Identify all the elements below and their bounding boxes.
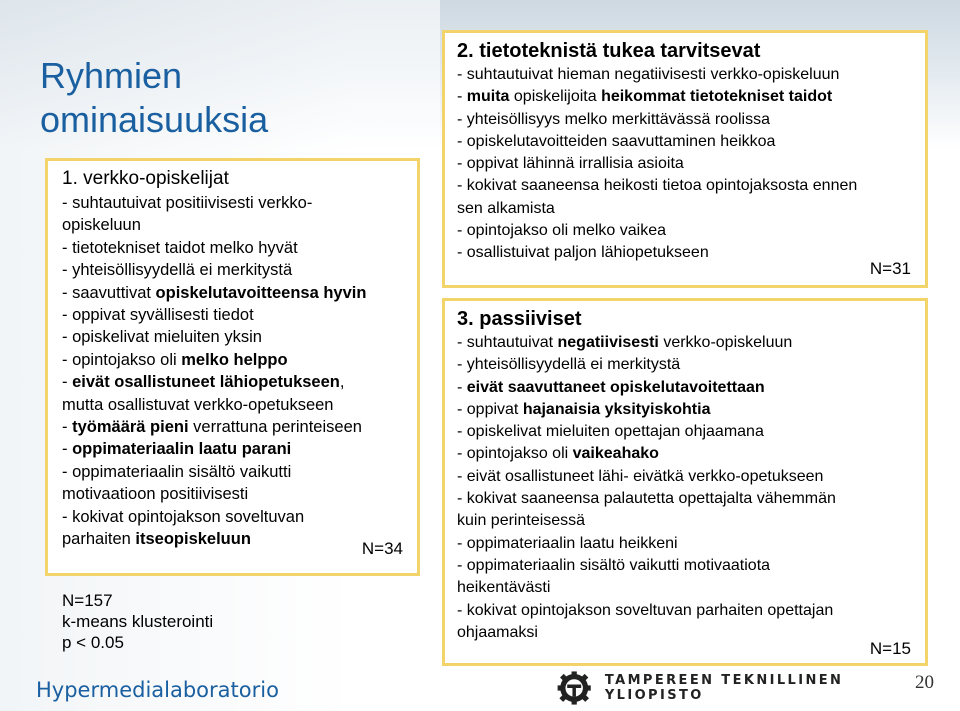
group1-lines: [62, 192, 403, 551]
group3-box: [442, 298, 928, 666]
university-logo-block: [555, 668, 905, 708]
text-line: parhaiten itseopiskeluun: [62, 530, 251, 549]
text-line: - opintojakso oli melko vaikea: [457, 222, 666, 240]
text-line: - eivät saavuttaneet opiskelutavoitettaan: [457, 378, 765, 396]
text-line: - opiskelivat mieluiten yksin: [62, 328, 262, 347]
text-line: - kokivat saaneensa palautetta opettajalta vähemmän: [457, 490, 836, 508]
text-line: - oppivat hajanaisia yksityiskohtia: [457, 400, 711, 418]
group2-lines: [457, 64, 913, 265]
text-line: - opiskelivat mieluiten opettajan ohjaamana: [457, 423, 764, 441]
group1-box: [45, 158, 420, 576]
lab-name: Hypermedialaboratorio: [36, 678, 279, 702]
text-line: - kokivat opintojakson soveltuvan: [62, 507, 305, 526]
text-line: - osallistuivat paljon lähiopetukseen: [457, 244, 709, 262]
text-line: - kokivat saaneensa heikosti tietoa opintojaksosta ennen: [457, 177, 858, 195]
group3-count: N=15: [869, 639, 911, 658]
text-line: sen alkamista: [457, 199, 555, 217]
text-line: - suhtautuivat hieman negatiivisesti verkko-opiskeluun: [457, 66, 840, 83]
text-line: - yhteisöllisyydellä ei merkitystä: [457, 356, 681, 374]
group1-heading: 1. verkko-opiskelijat: [62, 168, 229, 189]
group3-heading: 3. passiiviset: [457, 308, 582, 330]
text-line: mutta osallistuvat verkko-opetukseen: [62, 395, 334, 414]
group2-box: [442, 30, 928, 288]
text-line: - opintojakso oli vaikeahako: [457, 445, 659, 463]
text-line: - muita opiskelijoita heikommat tietotekniset taidot: [457, 88, 833, 106]
text-line: - tietotekniset taidot melko hyvät: [62, 238, 298, 257]
text-line: - opiskelutavoitteiden saavuttaminen heikkoa: [457, 132, 776, 150]
university-name: TAMPEREEN TEKNILLINEN YLIOPISTO: [604, 673, 844, 703]
tut-gear-logo-icon: [555, 668, 597, 708]
text-line: - oppimateriaalin laatu heikkeni: [457, 534, 678, 552]
text-line: - eivät osallistuneet lähi- eivätkä verkko-opetukseen: [457, 467, 824, 485]
text-line: heikentävästi: [457, 579, 551, 597]
text-line: kuin perinteisessä: [457, 512, 586, 530]
text-line: - oppimateriaalin sisältö vaikutti motivaatiota: [457, 556, 771, 574]
text-line: - opintojakso oli melko helppo: [62, 350, 288, 369]
text-line: - suhtautuivat positiivisesti verkko-: [62, 194, 313, 212]
text-line: ohjaamaksi: [457, 623, 538, 641]
text-line: - eivät osallistuneet lähiopetukseen,: [62, 373, 345, 392]
page-number: 20: [915, 672, 934, 693]
stats-block: [62, 590, 213, 653]
text-line: - oppimateriaalin sisältö vaikutti: [62, 462, 292, 481]
slide-title: Ryhmien ominaisuuksia: [40, 55, 269, 140]
text-line: - yhteisöllisyydellä ei merkitystä: [62, 261, 293, 280]
text-line: - oppivat lähinnä irrallisia asioita: [457, 155, 684, 173]
text-line: - oppimateriaalin laatu parani: [62, 440, 292, 459]
group3-lines: [457, 332, 913, 644]
text-line: - työmäärä pieni verrattuna perinteiseen: [62, 418, 362, 437]
group2-count: N=31: [869, 259, 911, 278]
stats-n: N=157: [62, 591, 113, 610]
text-line: - suhtautuivat negatiivisesti verkko-opiskeluun: [457, 334, 793, 351]
text-line: - kokivat opintojakson soveltuvan parhaiten opettajan: [457, 601, 834, 619]
text-line: opiskeluun: [62, 216, 141, 235]
text-line: - yhteisöllisyys melko merkittävässä roolissa: [457, 110, 770, 128]
stats-p: p < 0.05: [62, 633, 124, 652]
stats-method: k-means klusterointi: [62, 612, 214, 631]
group1-count: N=34: [361, 539, 403, 558]
text-line: motivaatioon positiivisesti: [62, 485, 249, 504]
text-line: - saavuttivat opiskelutavoitteensa hyvin: [62, 283, 367, 302]
text-line: - oppivat syvällisesti tiedot: [62, 306, 254, 325]
group2-heading: 2. tietoteknistä tukea tarvitsevat: [457, 40, 761, 62]
